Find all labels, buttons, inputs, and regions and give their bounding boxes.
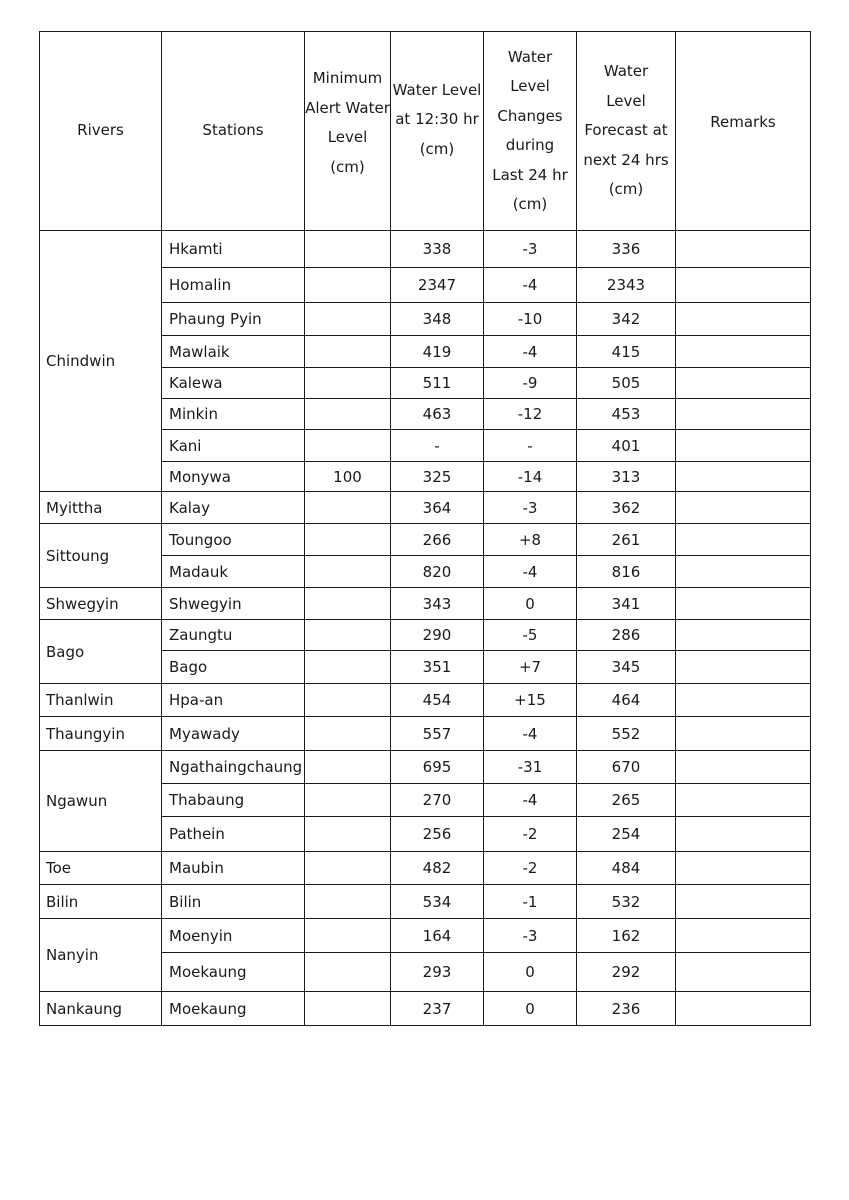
header-line: Level bbox=[606, 91, 646, 110]
river-cell: Sittoung bbox=[40, 524, 162, 588]
forecast-cell: 336 bbox=[577, 231, 676, 268]
station-cell: Monywa bbox=[162, 462, 305, 492]
header-line: Minimum bbox=[312, 69, 383, 87]
header-level-changes bbox=[484, 32, 577, 231]
level-change-cell: +8 bbox=[484, 524, 577, 556]
water-level-cell: 293 bbox=[391, 953, 484, 992]
header-line: (cm) bbox=[330, 157, 365, 176]
forecast-cell: 236 bbox=[577, 992, 676, 1026]
alert-level-cell bbox=[305, 919, 391, 953]
water-level-cell: 511 bbox=[391, 368, 484, 399]
remarks-cell bbox=[676, 462, 811, 492]
header-line: at 12:30 hr bbox=[395, 110, 479, 129]
alert-level-cell bbox=[305, 717, 391, 751]
alert-level-cell bbox=[305, 684, 391, 717]
header-remarks: Remarks bbox=[676, 32, 811, 231]
alert-level-cell bbox=[305, 885, 391, 919]
table-row bbox=[40, 852, 811, 885]
remarks-cell bbox=[676, 336, 811, 368]
level-change-cell: -2 bbox=[484, 817, 577, 852]
table-row bbox=[40, 492, 811, 524]
river-cell: Chindwin bbox=[40, 231, 162, 492]
water-level-cell: 256 bbox=[391, 817, 484, 852]
station-cell: Madauk bbox=[162, 556, 305, 588]
alert-level-cell bbox=[305, 430, 391, 462]
remarks-cell bbox=[676, 620, 811, 651]
station-cell: Moekaung bbox=[162, 953, 305, 992]
forecast-cell: 341 bbox=[577, 588, 676, 620]
station-cell: Bilin bbox=[162, 885, 305, 919]
water-level-cell: 325 bbox=[391, 462, 484, 492]
header-row bbox=[40, 32, 811, 231]
alert-level-cell bbox=[305, 231, 391, 268]
station-cell: Homalin bbox=[162, 268, 305, 303]
header-line: Water bbox=[507, 47, 553, 66]
level-change-cell: -2 bbox=[484, 852, 577, 885]
alert-level-cell bbox=[305, 492, 391, 524]
table-row bbox=[40, 751, 811, 784]
level-change-cell: -9 bbox=[484, 368, 577, 399]
river-cell: Myittha bbox=[40, 492, 162, 524]
level-change-cell: -3 bbox=[484, 492, 577, 524]
forecast-cell: 453 bbox=[577, 399, 676, 430]
river-cell: Bilin bbox=[40, 885, 162, 919]
station-cell: Zaungtu bbox=[162, 620, 305, 651]
table-row bbox=[40, 588, 811, 620]
river-cell: Thaungyin bbox=[40, 717, 162, 751]
remarks-cell bbox=[676, 430, 811, 462]
header-stations: Stations bbox=[162, 32, 305, 231]
station-cell: Moenyin bbox=[162, 919, 305, 953]
water-level-cell: 348 bbox=[391, 303, 484, 336]
level-change-cell: -4 bbox=[484, 336, 577, 368]
water-level-cell: 351 bbox=[391, 651, 484, 684]
remarks-cell bbox=[676, 817, 811, 852]
remarks-cell bbox=[676, 303, 811, 336]
level-change-cell: -4 bbox=[484, 784, 577, 817]
remarks-cell bbox=[676, 556, 811, 588]
water-level-cell: 534 bbox=[391, 885, 484, 919]
table-row bbox=[40, 885, 811, 919]
alert-level-cell bbox=[305, 784, 391, 817]
alert-level-cell bbox=[305, 852, 391, 885]
table-row bbox=[40, 524, 811, 556]
alert-level-cell bbox=[305, 817, 391, 852]
water-level-cell: 338 bbox=[391, 231, 484, 268]
level-change-cell: - bbox=[484, 430, 577, 462]
forecast-cell: 342 bbox=[577, 303, 676, 336]
station-cell: Maubin bbox=[162, 852, 305, 885]
river-cell: Thanlwin bbox=[40, 684, 162, 717]
remarks-cell bbox=[676, 751, 811, 784]
header-line: Last 24 hr bbox=[492, 165, 568, 184]
forecast-cell: 162 bbox=[577, 919, 676, 953]
remarks-cell bbox=[676, 852, 811, 885]
forecast-cell: 286 bbox=[577, 620, 676, 651]
alert-level-cell bbox=[305, 303, 391, 336]
header-water-level bbox=[391, 32, 484, 231]
level-change-cell: -4 bbox=[484, 556, 577, 588]
header-min-alert-level bbox=[305, 32, 391, 231]
alert-level-cell bbox=[305, 588, 391, 620]
station-cell: Shwegyin bbox=[162, 588, 305, 620]
level-change-cell: -5 bbox=[484, 620, 577, 651]
station-cell: Myawady bbox=[162, 717, 305, 751]
remarks-cell bbox=[676, 368, 811, 399]
header-line: Water bbox=[603, 62, 649, 81]
header-line: Alert Water bbox=[305, 98, 390, 117]
water-level-cell: 270 bbox=[391, 784, 484, 817]
header-line: Water Level bbox=[392, 80, 482, 99]
forecast-cell: 265 bbox=[577, 784, 676, 817]
forecast-cell: 254 bbox=[577, 817, 676, 852]
remarks-cell bbox=[676, 492, 811, 524]
forecast-cell: 670 bbox=[577, 751, 676, 784]
header-line: during bbox=[505, 136, 555, 154]
forecast-cell: 313 bbox=[577, 462, 676, 492]
remarks-cell bbox=[676, 885, 811, 919]
alert-level-cell bbox=[305, 953, 391, 992]
level-change-cell: -4 bbox=[484, 717, 577, 751]
header-forecast bbox=[577, 32, 676, 231]
level-change-cell: -10 bbox=[484, 303, 577, 336]
remarks-cell bbox=[676, 919, 811, 953]
river-cell: Toe bbox=[40, 852, 162, 885]
station-cell: Hpa-an bbox=[162, 684, 305, 717]
alert-level-cell bbox=[305, 368, 391, 399]
river-cell: Bago bbox=[40, 620, 162, 684]
station-cell: Pathein bbox=[162, 817, 305, 852]
level-change-cell: -4 bbox=[484, 268, 577, 303]
alert-level-cell bbox=[305, 556, 391, 588]
forecast-cell: 261 bbox=[577, 524, 676, 556]
remarks-cell bbox=[676, 684, 811, 717]
remarks-cell bbox=[676, 268, 811, 303]
level-change-cell: -3 bbox=[484, 919, 577, 953]
station-cell: Kalewa bbox=[162, 368, 305, 399]
forecast-cell: 2343 bbox=[577, 268, 676, 303]
forecast-cell: 816 bbox=[577, 556, 676, 588]
level-change-cell: -12 bbox=[484, 399, 577, 430]
header-line: Level bbox=[510, 77, 550, 95]
alert-level-cell bbox=[305, 751, 391, 784]
level-change-cell: +7 bbox=[484, 651, 577, 684]
water-level-cell: 164 bbox=[391, 919, 484, 953]
water-level-cell: 266 bbox=[391, 524, 484, 556]
forecast-cell: 401 bbox=[577, 430, 676, 462]
remarks-cell bbox=[676, 231, 811, 268]
water-level-cell: 343 bbox=[391, 588, 484, 620]
forecast-cell: 415 bbox=[577, 336, 676, 368]
station-cell: Moekaung bbox=[162, 992, 305, 1026]
water-level-table bbox=[39, 31, 811, 1026]
remarks-cell bbox=[676, 953, 811, 992]
level-change-cell: 0 bbox=[484, 953, 577, 992]
alert-level-cell bbox=[305, 336, 391, 368]
remarks-cell bbox=[676, 717, 811, 751]
water-level-cell: 463 bbox=[391, 399, 484, 430]
alert-level-cell bbox=[305, 524, 391, 556]
level-change-cell: -3 bbox=[484, 231, 577, 268]
river-cell: Ngawun bbox=[40, 751, 162, 852]
water-level-cell: 454 bbox=[391, 684, 484, 717]
forecast-cell: 464 bbox=[577, 684, 676, 717]
header-line: Changes bbox=[497, 106, 563, 125]
remarks-cell bbox=[676, 784, 811, 817]
forecast-cell: 532 bbox=[577, 885, 676, 919]
level-change-cell: 0 bbox=[484, 992, 577, 1026]
alert-level-cell: 100 bbox=[305, 462, 391, 492]
level-change-cell: +15 bbox=[484, 684, 577, 717]
table-row bbox=[40, 919, 811, 953]
station-cell: Ngathaingchaung bbox=[162, 751, 305, 784]
water-level-cell: 364 bbox=[391, 492, 484, 524]
river-cell: Nankaung bbox=[40, 992, 162, 1026]
header-line: Forecast at bbox=[584, 121, 668, 140]
header-rivers: Rivers bbox=[40, 32, 162, 231]
station-cell: Thabaung bbox=[162, 784, 305, 817]
water-level-cell: 290 bbox=[391, 620, 484, 651]
river-cell: Shwegyin bbox=[40, 588, 162, 620]
water-level-cell: - bbox=[391, 430, 484, 462]
header-line: (cm) bbox=[608, 180, 644, 199]
remarks-cell bbox=[676, 992, 811, 1026]
header-line: (cm) bbox=[512, 195, 548, 213]
alert-level-cell bbox=[305, 651, 391, 684]
station-cell: Bago bbox=[162, 651, 305, 684]
station-cell: Minkin bbox=[162, 399, 305, 430]
water-level-cell: 557 bbox=[391, 717, 484, 751]
forecast-cell: 362 bbox=[577, 492, 676, 524]
alert-level-cell bbox=[305, 268, 391, 303]
table-body bbox=[40, 231, 811, 1026]
header-line: next 24 hrs bbox=[583, 150, 669, 169]
river-cell: Nanyin bbox=[40, 919, 162, 992]
level-change-cell: 0 bbox=[484, 588, 577, 620]
header-line: Level bbox=[327, 128, 368, 146]
level-change-cell: -14 bbox=[484, 462, 577, 492]
water-level-cell: 237 bbox=[391, 992, 484, 1026]
water-level-cell: 695 bbox=[391, 751, 484, 784]
remarks-cell bbox=[676, 588, 811, 620]
alert-level-cell bbox=[305, 992, 391, 1026]
level-change-cell: -31 bbox=[484, 751, 577, 784]
remarks-cell bbox=[676, 399, 811, 430]
water-level-cell: 482 bbox=[391, 852, 484, 885]
water-level-cell: 2347 bbox=[391, 268, 484, 303]
forecast-cell: 345 bbox=[577, 651, 676, 684]
forecast-cell: 552 bbox=[577, 717, 676, 751]
alert-level-cell bbox=[305, 399, 391, 430]
station-cell: Phaung Pyin bbox=[162, 303, 305, 336]
alert-level-cell bbox=[305, 620, 391, 651]
forecast-cell: 505 bbox=[577, 368, 676, 399]
table-row bbox=[40, 620, 811, 651]
table-row bbox=[40, 231, 811, 268]
level-change-cell: -1 bbox=[484, 885, 577, 919]
table-row bbox=[40, 992, 811, 1026]
forecast-cell: 484 bbox=[577, 852, 676, 885]
remarks-cell bbox=[676, 524, 811, 556]
station-cell: Hkamti bbox=[162, 231, 305, 268]
station-cell: Mawlaik bbox=[162, 336, 305, 368]
station-cell: Toungoo bbox=[162, 524, 305, 556]
water-level-cell: 820 bbox=[391, 556, 484, 588]
forecast-cell: 292 bbox=[577, 953, 676, 992]
table-row bbox=[40, 717, 811, 751]
station-cell: Kalay bbox=[162, 492, 305, 524]
station-cell: Kani bbox=[162, 430, 305, 462]
table-row bbox=[40, 684, 811, 717]
water-level-cell: 419 bbox=[391, 336, 484, 368]
header-line: (cm) bbox=[419, 139, 455, 158]
remarks-cell bbox=[676, 651, 811, 684]
